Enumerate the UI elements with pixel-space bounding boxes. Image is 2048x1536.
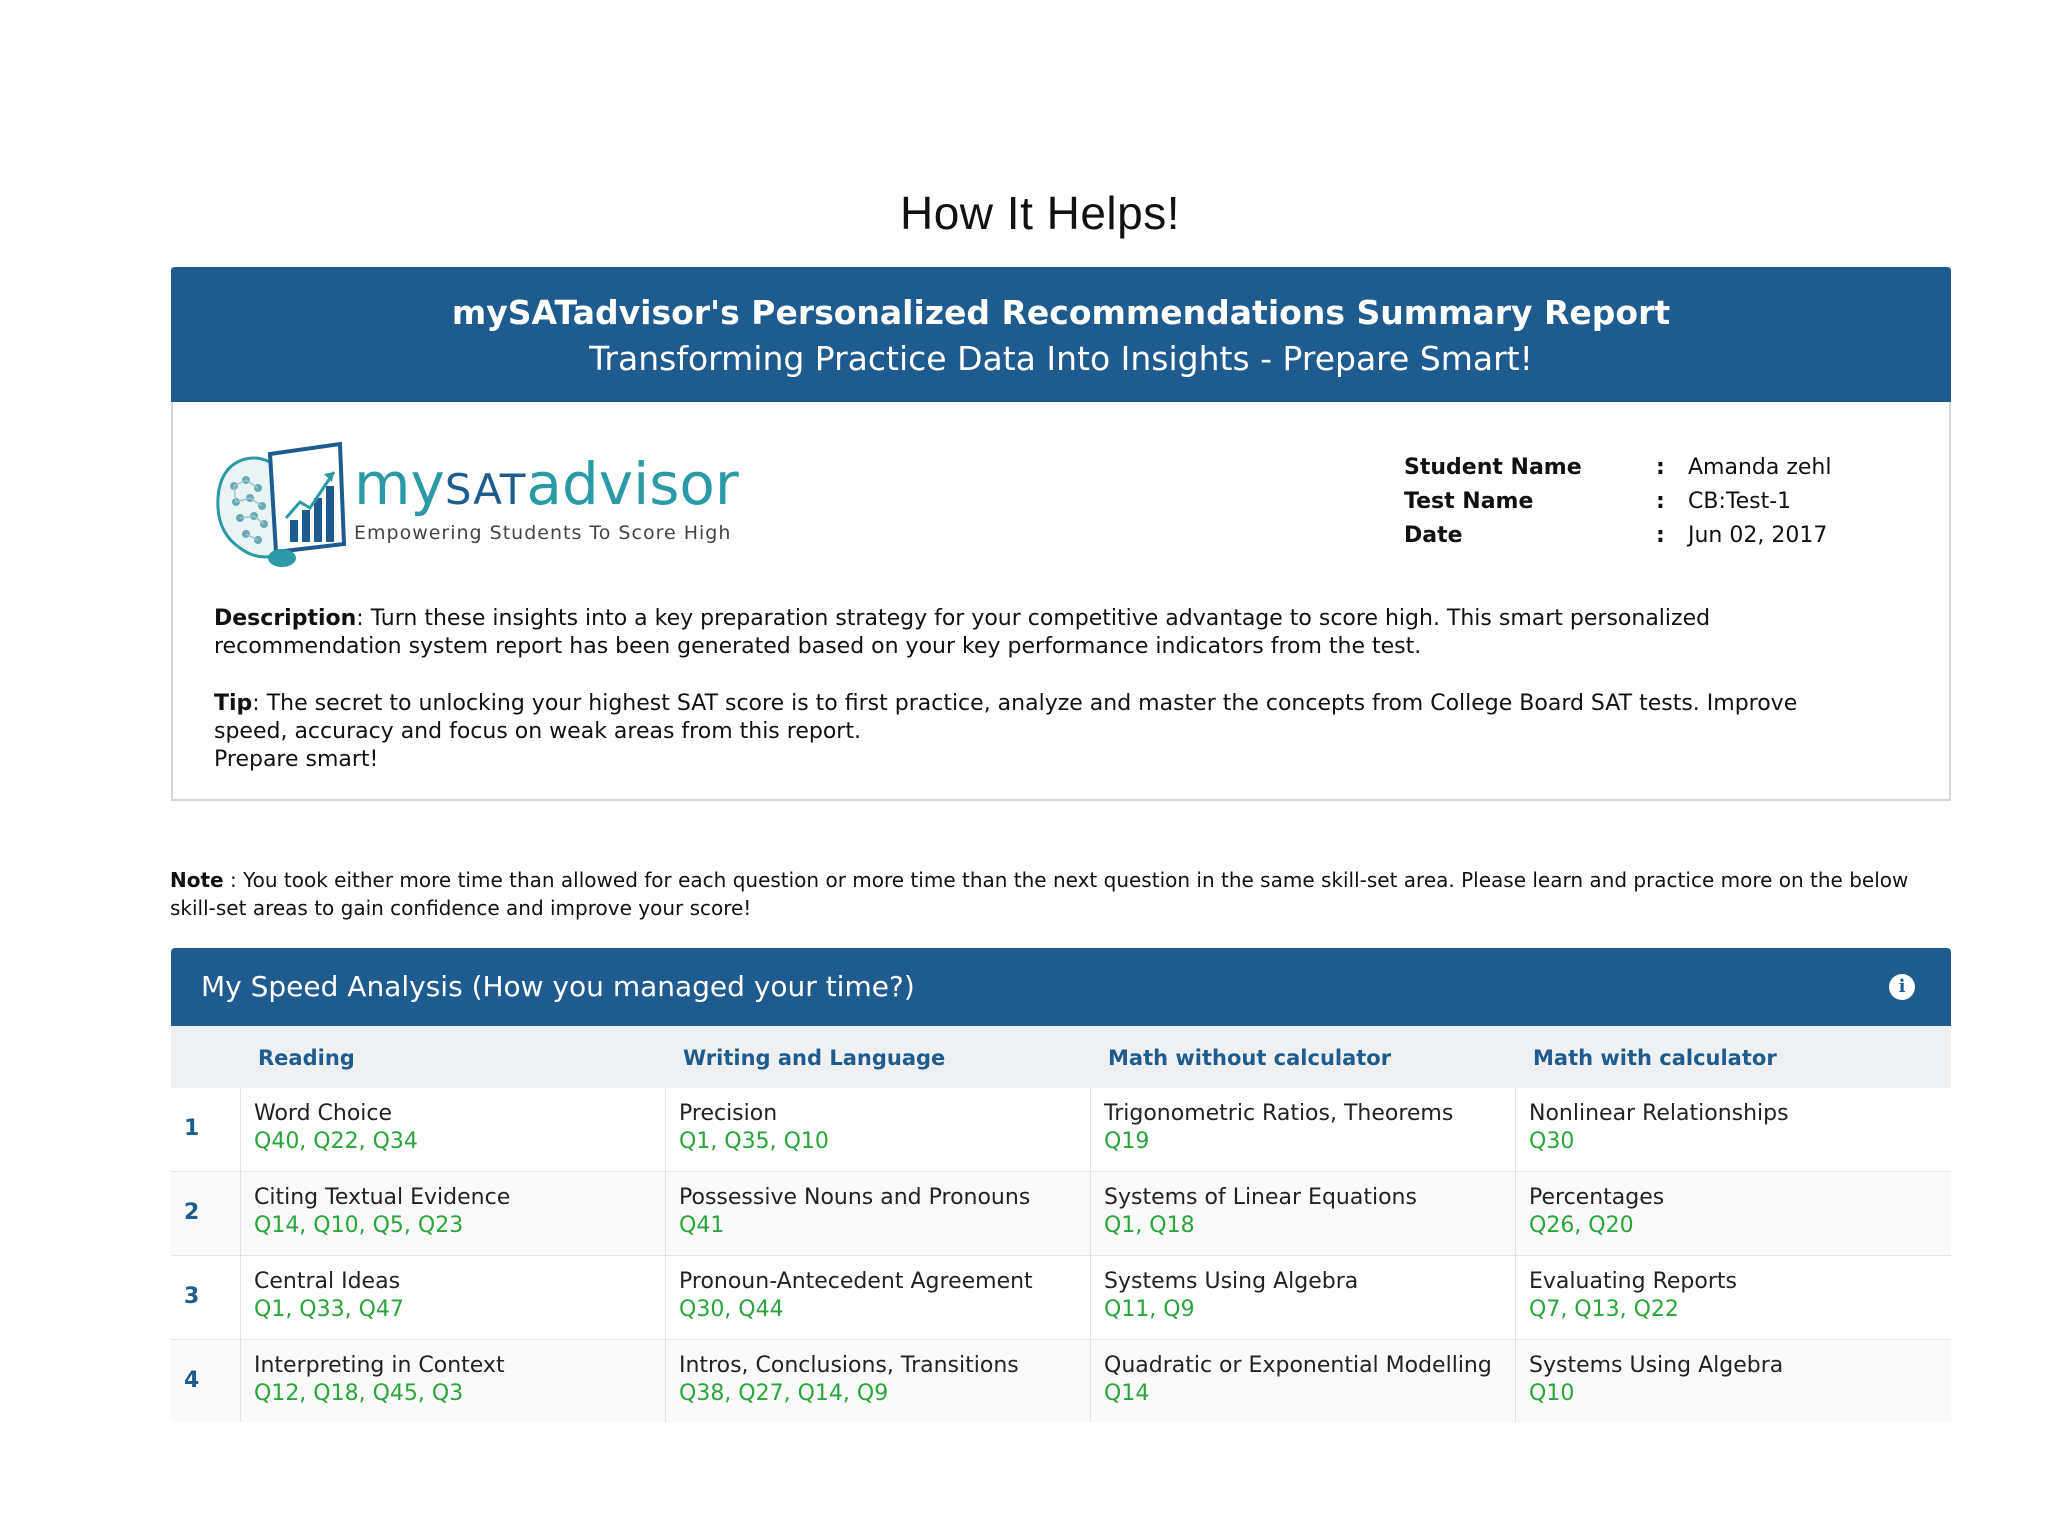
note-label: Note bbox=[170, 868, 224, 892]
row-number: 4 bbox=[184, 1368, 200, 1393]
column-header-math-calc: Math with calculator bbox=[1533, 1046, 1777, 1070]
skill-cell: Quadratic or Exponential Modelling Q14 bbox=[1104, 1353, 1492, 1406]
column-header-reading: Reading bbox=[258, 1046, 355, 1070]
description-text: : Turn these insights into a key preparation strategy for your competitive advantage to score high. This smart personalized recommendation system report has been generated based on your key performance indicators from the test. bbox=[214, 606, 1711, 659]
info-label: Test Name bbox=[1404, 489, 1534, 514]
skill-cell: Pronoun-Antecedent Agreement Q30, Q44 bbox=[679, 1269, 1033, 1322]
note-text: : You took either more time than allowed for each question or more time than the next question in the same skill-set area. Please learn and practice more on the below skill-set areas to gain confidence and improve your score! bbox=[170, 868, 1909, 920]
description bbox=[214, 605, 1864, 661]
row-number: 3 bbox=[184, 1284, 200, 1309]
note bbox=[170, 866, 1960, 922]
info-label: Date bbox=[1404, 523, 1463, 548]
speed-analysis-header bbox=[171, 948, 1951, 1026]
logo-tagline: Empowering Students To Score High bbox=[354, 522, 732, 544]
logo bbox=[212, 440, 772, 570]
skill-cell: Nonlinear Relationships Q30 bbox=[1529, 1101, 1789, 1154]
description-label: Description bbox=[214, 606, 357, 631]
report-title: mySATadvisor's Personalized Recommendations Summary Report bbox=[451, 293, 1671, 332]
logo-wordmark: mySATadvisor bbox=[354, 450, 739, 518]
skill-cell: Evaluating Reports Q7, Q13, Q22 bbox=[1529, 1269, 1737, 1322]
info-label: Student Name bbox=[1404, 455, 1582, 480]
skill-cell: Word Choice Q40, Q22, Q34 bbox=[254, 1101, 418, 1154]
skill-cell: Central Ideas Q1, Q33, Q47 bbox=[254, 1269, 404, 1322]
row-number: 2 bbox=[184, 1200, 200, 1225]
tip-closing: Prepare smart! bbox=[214, 747, 379, 772]
skill-cell: Citing Textual Evidence Q14, Q10, Q5, Q23 bbox=[254, 1185, 511, 1238]
test-name-value: CB:Test-1 bbox=[1688, 489, 1792, 514]
skill-cell: Systems Using Algebra Q10 bbox=[1529, 1353, 1784, 1406]
page-title: How It Helps! bbox=[899, 187, 1181, 239]
row-number: 1 bbox=[184, 1116, 200, 1141]
skill-cell: Systems Using Algebra Q11, Q9 bbox=[1104, 1269, 1359, 1322]
skill-cell: Systems of Linear Equations Q1, Q18 bbox=[1104, 1185, 1417, 1238]
info-icon[interactable]: i bbox=[1889, 974, 1915, 1000]
date-value: Jun 02, 2017 bbox=[1688, 523, 1828, 548]
skill-cell: Precision Q1, Q35, Q10 bbox=[679, 1101, 829, 1154]
skill-cell: Percentages Q26, Q20 bbox=[1529, 1185, 1665, 1238]
tip-text: : The secret to unlocking your highest SAT score is to first practice, analyze and master the concepts from College Board SAT tests. Improve speed, accuracy and focus on weak areas from this report. bbox=[214, 691, 1798, 744]
column-header-math-no-calc: Math without calculator bbox=[1108, 1046, 1392, 1070]
report-header bbox=[171, 267, 1951, 402]
student-name-value: Amanda zehl bbox=[1688, 455, 1832, 480]
skill-cell: Trigonometric Ratios, Theorems Q19 bbox=[1104, 1101, 1454, 1154]
skill-cell: Possessive Nouns and Pronouns Q41 bbox=[679, 1185, 1031, 1238]
report-subtitle: Transforming Practice Data Into Insights - Prepare Smart! bbox=[589, 339, 1533, 378]
tip bbox=[214, 690, 1864, 774]
speed-analysis-title: My Speed Analysis (How you managed your time?) bbox=[201, 970, 915, 1003]
column-header-writing: Writing and Language bbox=[683, 1046, 946, 1070]
logo-brain-chart-icon bbox=[212, 440, 347, 570]
skill-cell: Intros, Conclusions, Transitions Q38, Q27, Q14, Q9 bbox=[679, 1353, 1019, 1406]
skill-cell: Interpreting in Context Q12, Q18, Q45, Q3 bbox=[254, 1353, 505, 1406]
tip-label: Tip bbox=[214, 691, 253, 716]
